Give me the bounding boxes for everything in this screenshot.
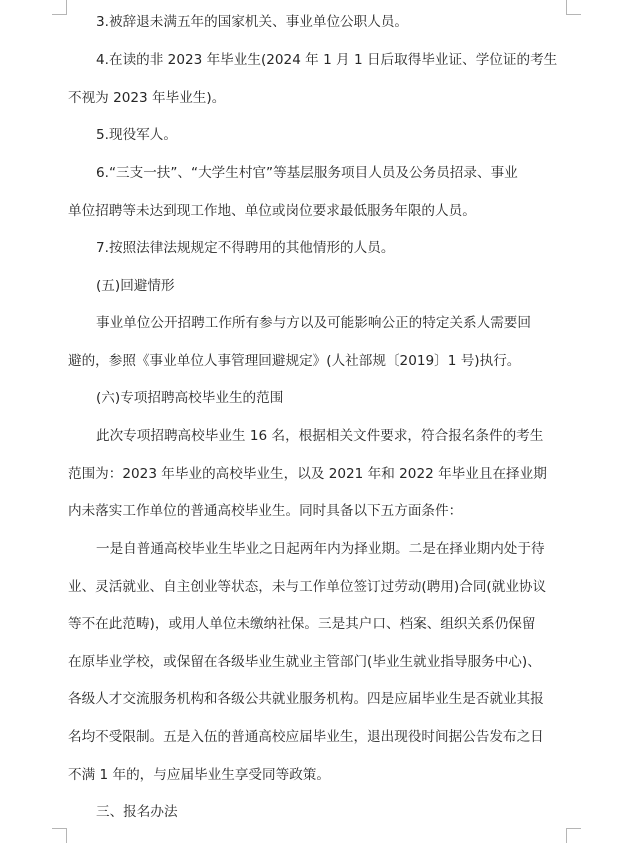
- crop-mark-bottom-left: [52, 828, 67, 843]
- section-6-para1-line-1: 此次专项招聘高校毕业生 16 名，根据相关文件要求，符合报名条件的考生: [96, 428, 544, 444]
- list-item-4-line-2: 不视为 2023 年毕业生)。: [68, 90, 226, 106]
- section-5-line-2: 避的，参照《事业单位人事管理回避规定》(人社部规〔2019〕1 号)执行。: [68, 353, 521, 369]
- section-5-title: (五)回避情形: [96, 278, 175, 294]
- section-6-para1-line-2: 范围为：2023 年毕业的高校毕业生，以及 2021 年和 2022 年毕业且在择业期: [68, 466, 547, 482]
- list-item-5: 5.现役军人。: [96, 127, 177, 143]
- list-item-4-line-1: 4.在读的非 2023 年毕业生(2024 年 1 月 1 日后取得毕业证、学位证的考生: [96, 52, 558, 68]
- section-6-para2-line-4: 在原毕业学校，或保留在各级毕业生就业主管部门(毕业生就业指导服务中心)、: [68, 654, 541, 670]
- crop-mark-bottom-right: [566, 828, 581, 843]
- crop-mark-top-right: [566, 0, 581, 15]
- crop-mark-top-left: [52, 0, 67, 15]
- list-item-7: 7.按照法律法规规定不得聘用的其他情形的人员。: [96, 240, 395, 256]
- section-6-title: (六)专项招聘高校毕业生的范围: [96, 390, 284, 406]
- section-6-para1-line-3: 内未落实工作单位的普通高校毕业生。同时具备以下五方面条件：: [68, 503, 463, 519]
- list-item-6-line-2: 单位招聘等未达到现工作地、单位或岗位要求最低服务年限的人员。: [68, 203, 476, 219]
- section-6-para2-line-3: 等不在此范畴)，或用人单位未缴纳社保。三是其户口、档案、组织关系仍保留: [68, 616, 536, 632]
- list-item-6-line-1: 6.“三支一扶”、“大学生村官”等基层服务项目人员及公务员招录、事业: [96, 165, 518, 181]
- section-6-para2-line-7: 不满 1 年的，与应届毕业生享受同等政策。: [68, 767, 330, 783]
- section-6-para2-line-1: 一是自普通高校毕业生毕业之日起两年内为择业期。二是在择业期内处于待: [96, 541, 545, 557]
- section-6-para2-line-2: 业、灵活就业、自主创业等状态，未与工作单位签订过劳动(聘用)合同(就业协议: [68, 579, 547, 595]
- section-3-title: 三、报名办法: [96, 804, 178, 820]
- section-5-line-1: 事业单位公开招聘工作所有参与方以及可能影响公正的特定关系人需要回: [96, 315, 531, 331]
- list-item-3: 3.被辞退未满五年的国家机关、事业单位公职人员。: [96, 14, 409, 30]
- section-6-para2-line-5: 各级人才交流服务机构和各级公共就业服务机构。四是应届毕业生是否就业其报: [68, 691, 544, 707]
- section-6-para2-line-6: 名均不受限制。五是入伍的普通高校应届毕业生，退出现役时间据公告发布之日: [68, 729, 544, 745]
